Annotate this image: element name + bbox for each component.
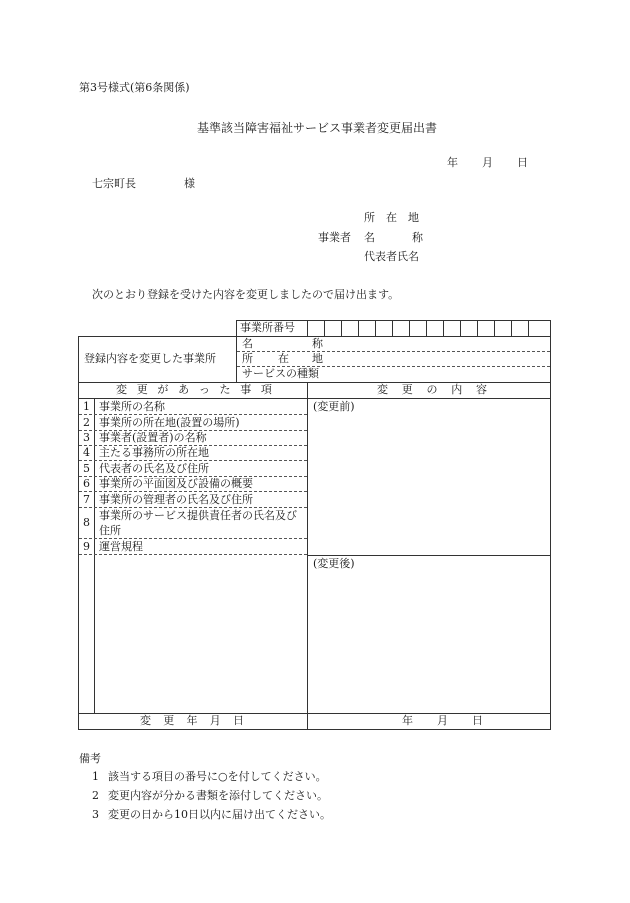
applicant-name-char-1: 名 bbox=[364, 231, 375, 244]
header-change-content: 変 更 の 内 容 bbox=[377, 383, 487, 396]
change-date-month: 月 bbox=[437, 714, 448, 727]
office-location-char-2: 在 bbox=[278, 352, 289, 365]
item-number: 7 bbox=[83, 493, 90, 506]
item-text: 運営規程 bbox=[99, 540, 143, 553]
date-year: 年 bbox=[447, 156, 458, 169]
note-text: 変更内容が分かる書類を添付してください。 bbox=[108, 789, 328, 802]
note-text: 該当する項目の番号に○を付してください。 bbox=[108, 770, 327, 783]
item-number: 5 bbox=[83, 462, 90, 475]
item-text: 事業所の管理者の氏名及び住所 bbox=[99, 493, 253, 506]
date-month: 月 bbox=[482, 156, 493, 169]
item-text: 事業所の所在地(設置の場所) bbox=[99, 416, 240, 429]
change-date-year: 年 bbox=[402, 714, 413, 727]
applicant-representative-label: 代表者氏名 bbox=[364, 250, 419, 263]
item-number: 3 bbox=[83, 431, 90, 444]
header-changed-items: 変 更 が あ っ た 事 項 bbox=[116, 383, 272, 396]
item-number: 4 bbox=[83, 446, 90, 459]
item-number: 8 bbox=[83, 516, 90, 529]
statement: 次のとおり登録を受けた内容を変更しましたので届け出ます。 bbox=[92, 288, 400, 301]
office-location-char-1: 所 bbox=[242, 352, 253, 365]
addressee-name: 七宗町長 bbox=[92, 177, 136, 190]
note-number: 3 bbox=[92, 808, 99, 821]
item-number: 1 bbox=[83, 400, 90, 413]
note-text: 変更の日から10日以内に届け出てください。 bbox=[108, 808, 331, 821]
office-block-label: 登録内容を変更した事業所 bbox=[84, 352, 216, 365]
form-id: 第3号様式(第6条関係) bbox=[79, 81, 190, 94]
note-number: 2 bbox=[92, 789, 99, 802]
item-text: 事業者(設置者)の名称 bbox=[99, 431, 207, 444]
office-location-char-3: 地 bbox=[312, 352, 323, 365]
document-title: 基準該当障害福祉サービス事業者変更届出書 bbox=[197, 121, 438, 135]
item-text: 事業所の名称 bbox=[99, 400, 165, 413]
date-day: 日 bbox=[517, 156, 528, 169]
applicant-name-char-2: 称 bbox=[412, 231, 423, 244]
office-service-type-label: サービスの種類 bbox=[242, 367, 319, 380]
applicant-location-label: 所 在 地 bbox=[364, 211, 419, 224]
item-number: 9 bbox=[83, 540, 90, 553]
addressee-honorific: 様 bbox=[184, 177, 195, 190]
office-number-label: 事業所番号 bbox=[240, 321, 295, 334]
item-text: 事業所の平面図及び設備の概要 bbox=[99, 477, 253, 490]
item-text: 代表者の氏名及び住所 bbox=[99, 462, 209, 475]
office-name-char-1: 名 bbox=[242, 337, 253, 350]
change-date-label: 変 更 年 月 日 bbox=[140, 714, 244, 727]
note-number: 1 bbox=[92, 770, 99, 783]
change-date-day: 日 bbox=[472, 714, 483, 727]
item-number: 2 bbox=[83, 416, 90, 429]
applicant-label: 事業者 bbox=[318, 231, 351, 244]
office-name-char-2: 称 bbox=[312, 337, 323, 350]
notes-heading: 備考 bbox=[79, 752, 101, 765]
item-number: 6 bbox=[83, 477, 90, 490]
before-change-label: (変更前) bbox=[313, 400, 355, 413]
item-text: 事業所のサービス提供責任者の氏名及び住所 bbox=[99, 509, 297, 537]
item-text: 主たる事務所の所在地 bbox=[99, 446, 209, 459]
after-change-label: (変更後) bbox=[313, 557, 355, 570]
